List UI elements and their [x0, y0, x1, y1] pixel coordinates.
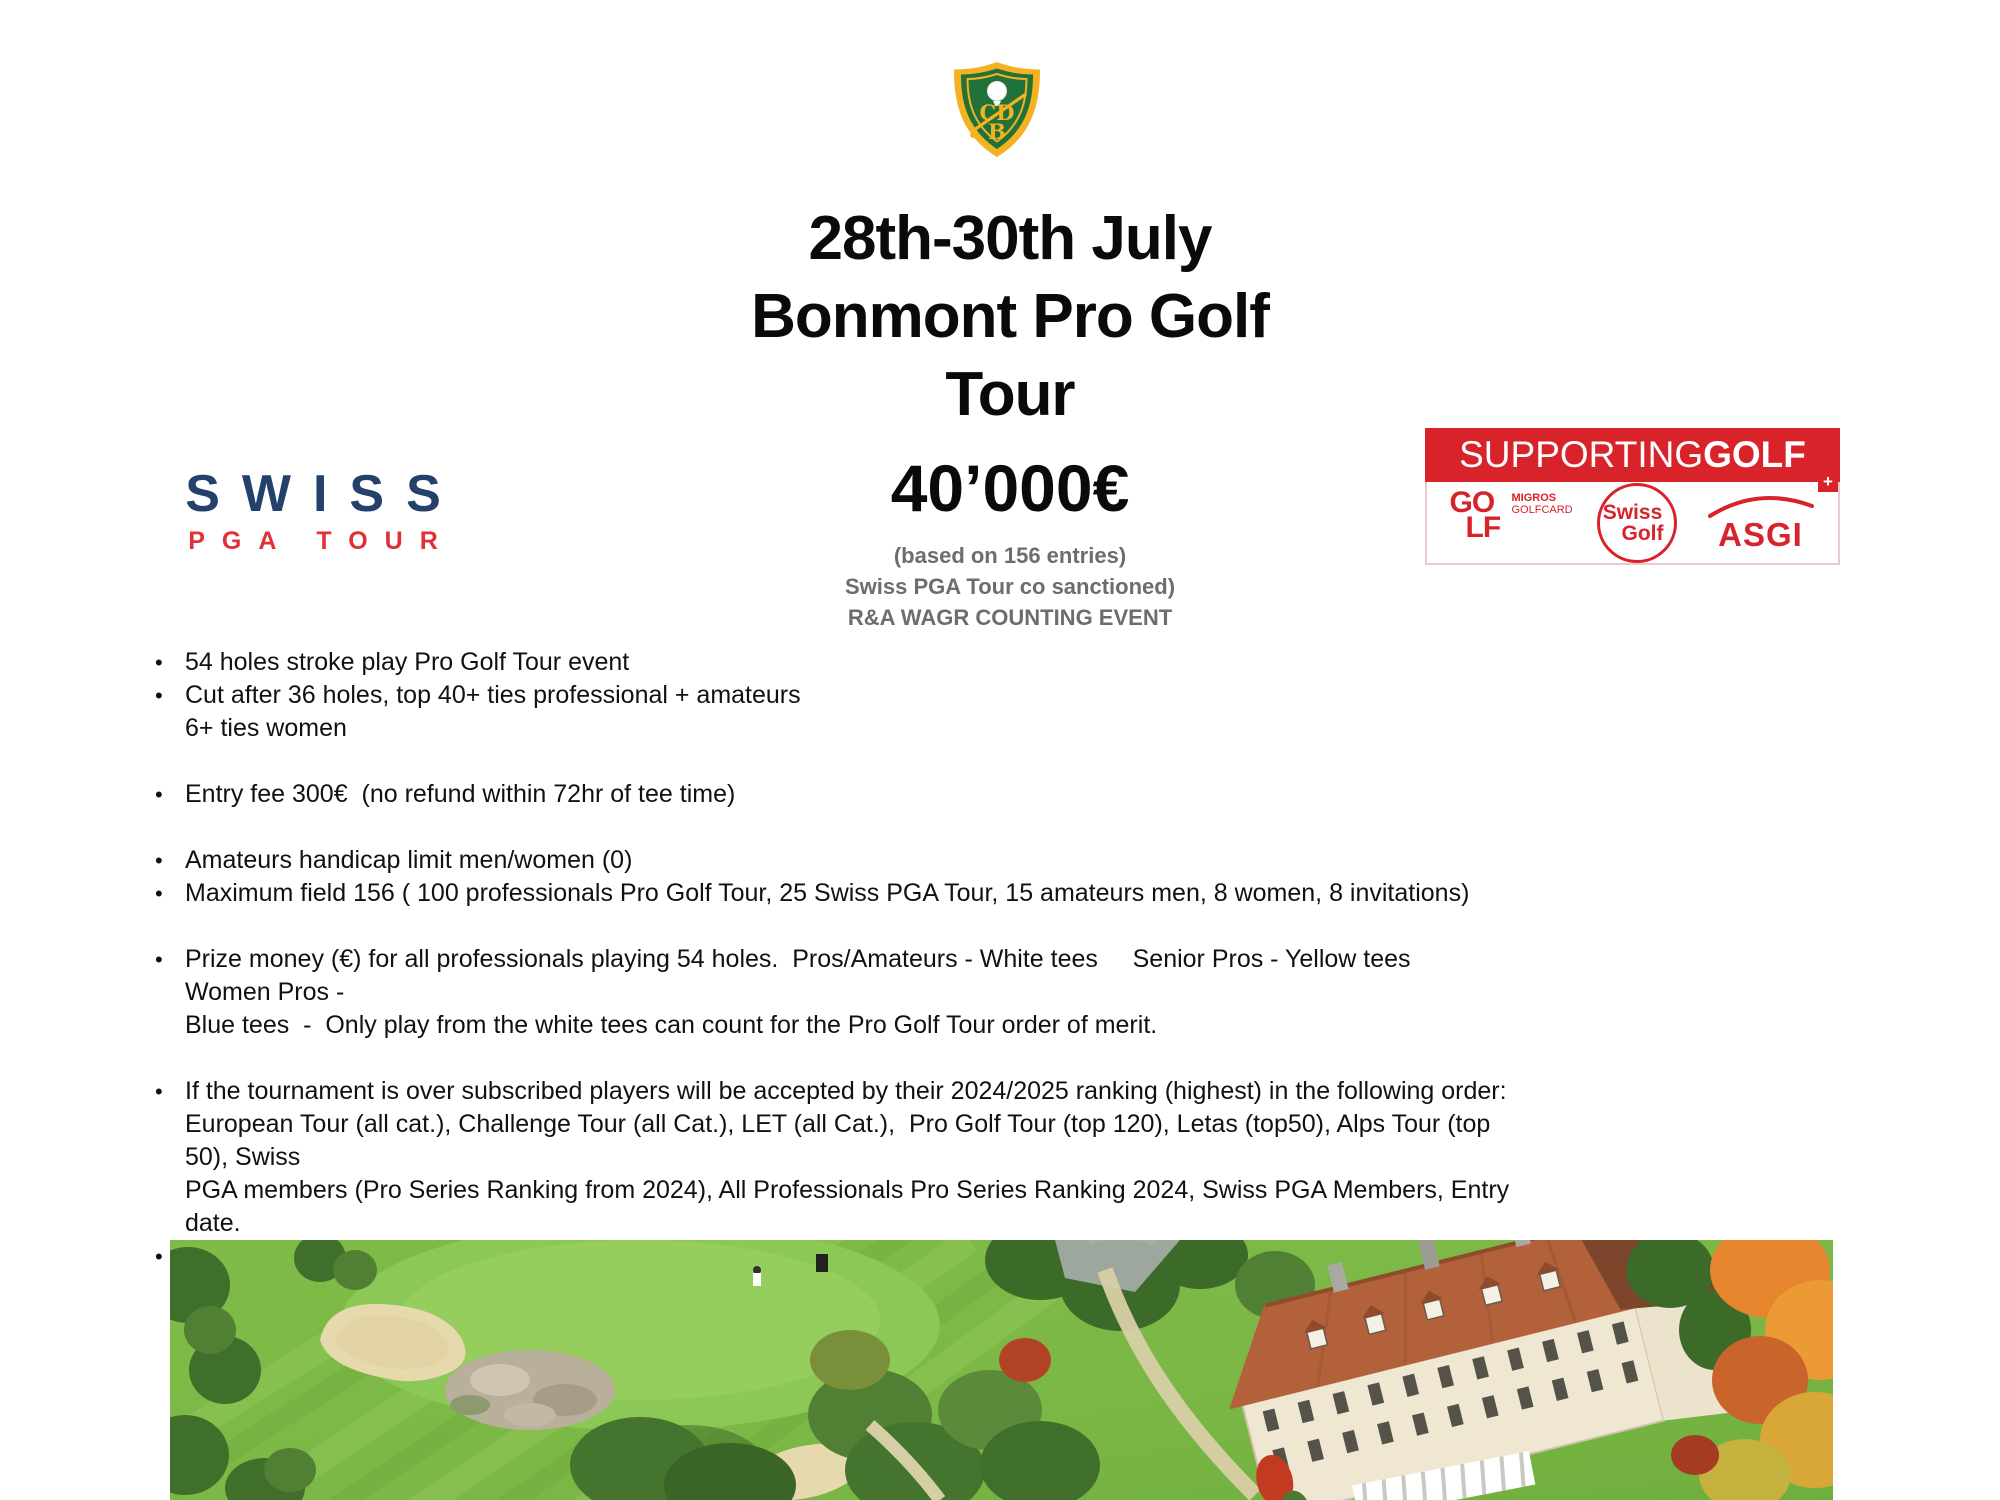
prize-amount: 40’000€	[890, 451, 1130, 525]
crest-shield-icon	[950, 60, 1044, 160]
title-event: Bonmont Pro Golf	[751, 282, 1269, 351]
bullet-dot: •	[155, 881, 163, 906]
list-gap	[155, 745, 1515, 778]
tournament-info-list	[155, 646, 1515, 1273]
swiss-pga-tour-logo	[148, 465, 478, 556]
list-item: • If the tournament is over subscribed players will be accepted by their 2024/2025 ranking (highest) in the following order:	[155, 1075, 1515, 1108]
bullet-dot: •	[155, 848, 163, 873]
list-item-continuation: PGA members (Pro Series Ranking from 2024), All Professionals Pro Series Ranking 2024, Swiss PGA Members, Entry date.	[185, 1176, 1517, 1237]
svg-text:B: B	[988, 119, 1006, 144]
partner-logos-row	[1425, 482, 1840, 565]
bullet-dot: •	[155, 1079, 163, 1104]
asgi-logo: ASGI	[1706, 490, 1816, 556]
list-item-continuation: 6+ ties women	[185, 714, 347, 742]
migros-golf-go: GO	[1449, 485, 1495, 519]
list-item: • Amateurs handicap limit men/women (0)	[155, 844, 1515, 877]
header-notes	[600, 540, 1420, 633]
supporting-text: SUPPORTING	[1459, 434, 1704, 475]
note-entries: (based on 156 entries)	[893, 543, 1127, 568]
list-item: • Prize money (€) for all professionals playing 54 holes. Pros/Amateurs - White tees Senior Pros - Yellow tees Women Pros -	[155, 943, 1515, 1009]
note-sanction: Swiss PGA Tour co sanctioned)	[844, 574, 1176, 599]
list-item: • Maximum field 156 ( 100 professionals Pro Golf Tour, 25 Swiss PGA Tour, 15 amateurs men, 8 women, 8 invitations)	[155, 877, 1515, 910]
list-gap	[155, 1042, 1515, 1075]
header	[600, 200, 1420, 633]
bullet-dot: •	[155, 947, 163, 972]
supporting-golf-banner	[1425, 428, 1840, 565]
plus-icon: +	[1818, 472, 1838, 492]
list-item: • Entry fee 300€ (no refund within 72hr of tee time)	[155, 778, 1515, 811]
migros-golfcard-logo	[1449, 485, 1573, 556]
course-photo-illustration	[170, 1240, 1833, 1500]
list-item: • Cut after 36 holes, top 40+ ties professional + amateurs	[155, 679, 1515, 712]
bullet-dot: •	[155, 683, 163, 708]
list-item-continuation: Blue tees - Only play from the white tees can count for the Pro Golf Tour order of merit.	[185, 1011, 1158, 1039]
list-gap	[155, 910, 1515, 943]
golf-text: GOLF	[1703, 434, 1806, 475]
note-wagr: R&A WAGR COUNTING EVENT	[847, 605, 1173, 630]
svg-text:CD: CD	[979, 100, 1015, 125]
bonmont-course-aerial-photo	[170, 1240, 1833, 1500]
supporting-golf-bar	[1425, 428, 1840, 491]
bullet-dot: •	[155, 650, 163, 675]
list-gap	[155, 811, 1515, 844]
title-date: 28th-30th July	[808, 204, 1212, 273]
swiss-golf-logo: Swiss Golf	[1597, 483, 1677, 563]
title-event-2: Tour	[945, 360, 1075, 429]
list-item: • 54 holes stroke play Pro Golf Tour event	[155, 646, 1515, 679]
swiss-pga-wordmark-swiss: SWISS	[185, 465, 463, 523]
bullet-dot: •	[155, 782, 163, 807]
bonmont-club-crest-logo	[950, 60, 1044, 160]
migros-golfcard-label: MIGROS GOLFCARD	[1511, 491, 1573, 516]
list-item-continuation: European Tour (all cat.), Challenge Tour (all Cat.), LET (all Cat.), Pro Golf Tour (top 120), Letas (top50), Alps Tour (top 50), Swiss	[185, 1110, 1498, 1171]
bullet-dot: •	[155, 1244, 163, 1269]
swiss-pga-wordmark-pgatour: PGA TOUR	[188, 527, 455, 555]
migros-golf-lf: LF	[1465, 510, 1501, 544]
